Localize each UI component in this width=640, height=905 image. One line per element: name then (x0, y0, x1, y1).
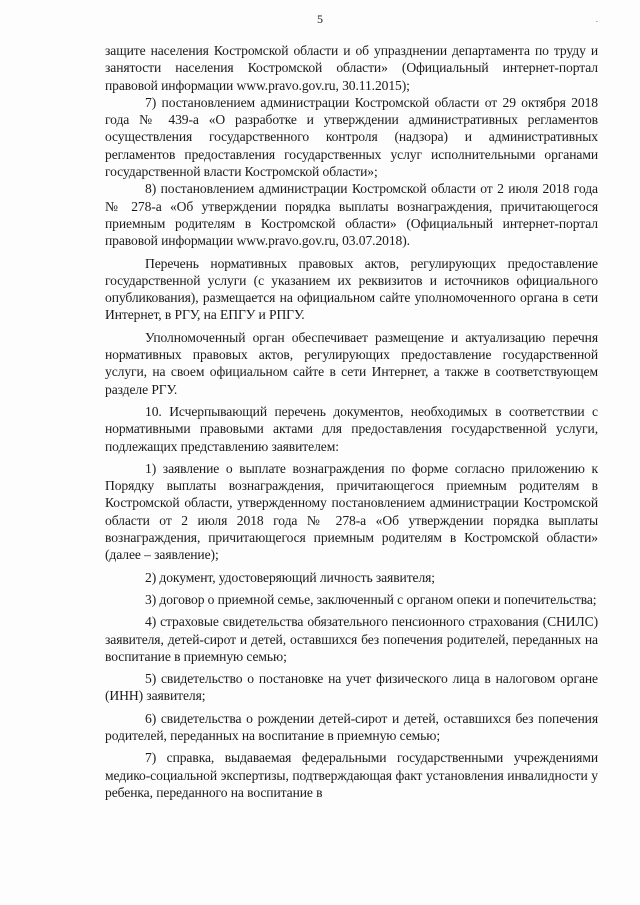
document-item-3: 3) договор о приемной семье, заключенный с органом опеки и попечительства; (145, 591, 597, 607)
paragraph-acts-list: Перечень нормативных правовых актов, регулирующих предоставление государственной услуги (с указанием их реквизитов и источников официального опубликования), размещается на официальном сайте уполномоченного органа в сети Интернет, в РГУ, на ЕПГУ и РПГУ. (105, 255, 598, 323)
scan-mark: . (595, 14, 598, 24)
document-item-7: 7) справка, выдаваемая федеральными государственными учреждениями медико-социальной экспертизы, подтверждающая факт установления инвалидности у ребенка, переданного на воспитание в (105, 750, 598, 800)
document-item-4: 4) страховые свидетельства обязательного пенсионного страхования (СНИЛС) заявителя, детей-сирот и детей, оставшихся без попечения родителей, переданных на воспитание в приемную семью; (105, 614, 598, 664)
section-10-heading: 10. Исчерпывающий перечень документов, необходимых в соответствии с нормативными правовыми актами для предоставления государственной услуги, подлежащих представлению заявителем: (105, 403, 598, 454)
document-item-2: 2) документ, удостоверяющий личность заявителя; (145, 569, 435, 585)
document-item-6: 6) свидетельства о рождении детей-сирот и детей, оставшихся без попечения родителей, переданных на воспитание в приемную семью; (105, 710, 598, 743)
list-item-8-resolution: 8) постановлением администрации Костромской области от 2 июля 2018 года № 278-а «Об утверждении порядка выплаты вознаграждения, причитающегося приемным родителям в Костромской области» (Официальный интернет-портал правовой информации www.pravo.gov.ru, 03.07.2018). (105, 181, 598, 249)
page-number: 5 (317, 12, 323, 26)
document-item-5: 5) свидетельство о постановке на учет физического лица в налоговом органе (ИНН) заявителя; (105, 671, 598, 704)
list-item-7-resolution: 7) постановлением администрации Костромской области от 29 октября 2018 года № 439-а «О разработке и утверждении административных регламентов осуществления государственного контроля (надзора) и административных регламентов предоставления государственных услуг исполнительными органами государственной власти Костромской области»; (105, 94, 598, 180)
paragraph-continuation: защите населения Костромской области и об упразднении департамента по труду и занятости населения Костромской области» (Официальный интернет-портал правовой информации www.pravo.gov.ru, 30.11.2015); (105, 43, 598, 93)
paragraph-authority-duty: Уполномоченный орган обеспечивает размещение и актуализацию перечня нормативных правовых актов, регулирующих предоставление государственной услуги, на своем официальном сайте в сети Интернет, а также в соответствующем разделе РГУ. (105, 329, 598, 397)
document-body (105, 42, 598, 801)
document-item-1: 1) заявление о выплате вознаграждения по форме согласно приложению к Порядку выплаты вознаграждения, причитающегося приемным родителям в Костромской области, утвержденному постановлением администрации Костромской области от 2 июля 2018 года № 278-а «Об утверждении порядка выплаты вознаграждения, причитающегося приемным родителям в Костромской области» (далее – заявление); (105, 460, 598, 563)
